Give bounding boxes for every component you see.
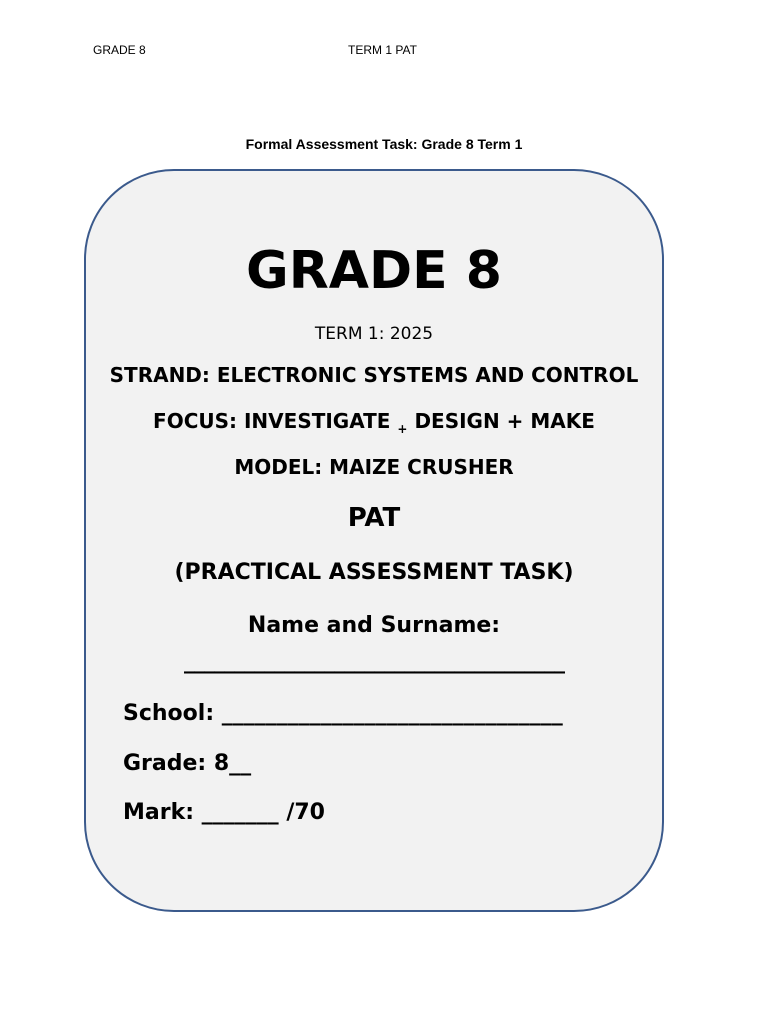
mark-field: Mark: _______ /70 (123, 800, 325, 825)
header-center-text: TERM 1 PAT (348, 43, 417, 57)
cover-focus-part1: FOCUS: INVESTIGATE (153, 409, 398, 433)
cover-focus-plus: + (397, 422, 408, 436)
cover-pat: PAT (347, 503, 401, 533)
formal-assessment-title: Formal Assessment Task: Grade 8 Term 1 (245, 136, 523, 152)
cover-focus (86, 409, 662, 436)
cover-strand: STRAND: ELECTRONIC SYSTEMS AND CONTROL (109, 363, 639, 387)
cover-pat-full: (PRACTICAL ASSESSMENT TASK) (174, 560, 574, 585)
cover-term: TERM 1: 2025 (314, 324, 434, 344)
cover-card (84, 169, 664, 912)
cover-grade-heading: GRADE 8 (246, 241, 502, 301)
school-field: School: _______________________________ (123, 701, 563, 726)
grade-field: Grade: 8__ (123, 751, 252, 776)
cover-focus-part2: DESIGN + MAKE (407, 409, 595, 433)
name-surname-label: Name and Surname: (247, 613, 501, 638)
name-surname-line: ______________________________________ (184, 649, 564, 674)
cover-model: MODEL: MAIZE CRUSHER (234, 455, 514, 479)
header-left-text: GRADE 8 (93, 43, 146, 57)
